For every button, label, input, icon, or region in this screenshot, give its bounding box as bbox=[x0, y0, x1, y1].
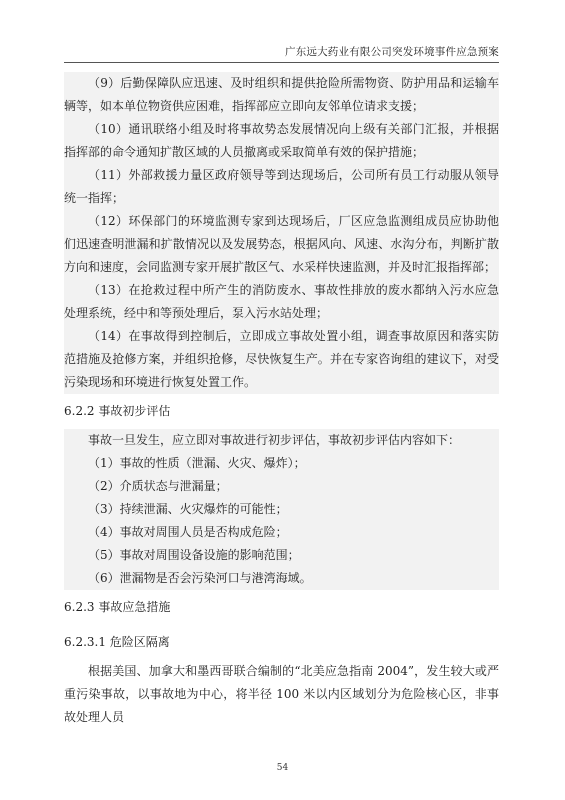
page-header: 广东远大药业有限公司突发环境事件应急预案 bbox=[285, 46, 499, 58]
assessment-item-4: （4）事故对周围人员是否构成危险； bbox=[64, 521, 499, 544]
assessment-item-1: （1）事故的性质（泄漏、火灾、爆炸）； bbox=[64, 452, 499, 475]
assessment-item-6: （6）泄漏物是否会污染河口与港湾海域。 bbox=[64, 567, 499, 590]
section-heading-6-2-3-1: 6.2.3.1 危险区隔离 bbox=[64, 635, 170, 649]
paragraph-item-10: （10）通讯联络小组及时将事故势态发展情况向上级有关部门汇报，并根据指挥部的命令通知扩散区域的人员撤离或采取简单有效的保护措施； bbox=[64, 118, 499, 164]
page-number: 54 bbox=[276, 763, 289, 773]
paragraph-item-11: （11）外部救援力量区政府领导等到达现场后，公司所有员工行动服从领导统一指挥； bbox=[64, 164, 499, 210]
assessment-intro: 事故一旦发生，应立即对事故进行初步评估，事故初步评估内容如下： bbox=[64, 429, 499, 452]
document-body bbox=[64, 72, 499, 729]
assessment-item-5: （5）事故对周围设备设施的影响范围； bbox=[64, 544, 499, 567]
paragraph-item-9: （9）后勤保障队应迅速、及时组织和提供抢险所需物资、防护用品和运输车辆等，如本单位物资供应困难，指挥部应立即向友邻单位请求支援； bbox=[64, 72, 499, 118]
paragraph-item-13: （13）在抢救过程中所产生的消防废水、事故性排放的废水都纳入污水应急处理系统，经中和等预处理后，泵入污水站处理； bbox=[64, 279, 499, 325]
isolation-paragraph: 根据美国、加拿大和墨西哥联合编制的“北美应急指南 2004”，发生较大或严重污染事故，以事故地为中心，将半径 100 米以内区域划分为危险核心区，非事故处理人员 bbox=[64, 664, 499, 724]
section-heading-6-2-2: 6.2.2 事故初步评估 bbox=[64, 404, 171, 418]
assessment-item-3: （3）持续泄漏、火灾爆炸的可能性； bbox=[64, 498, 499, 521]
section-heading-6-2-3: 6.2.3 事故应急措施 bbox=[64, 600, 171, 614]
paragraph-item-12: （12）环保部门的环境监测专家到达现场后，厂区应急监测组成员应协助他们迅速查明泄漏和扩散情况以及发展势态，根据风向、风速、水沟分布，判断扩散方向和速度，会同监测专家开展扩散区气、水采样快速监测，并及时汇报指挥部； bbox=[64, 210, 499, 279]
assessment-item-2: （2）介质状态与泄漏量； bbox=[64, 475, 499, 498]
paragraph-item-14: （14）在事故得到控制后，立即成立事故处置小组，调查事故原因和落实防范措施及抢修方案，并组织抢修，尽快恢复生产。并在专家咨询组的建议下，对受污染现场和环境进行恢复处置工作。 bbox=[64, 325, 499, 394]
header-divider bbox=[64, 62, 499, 63]
